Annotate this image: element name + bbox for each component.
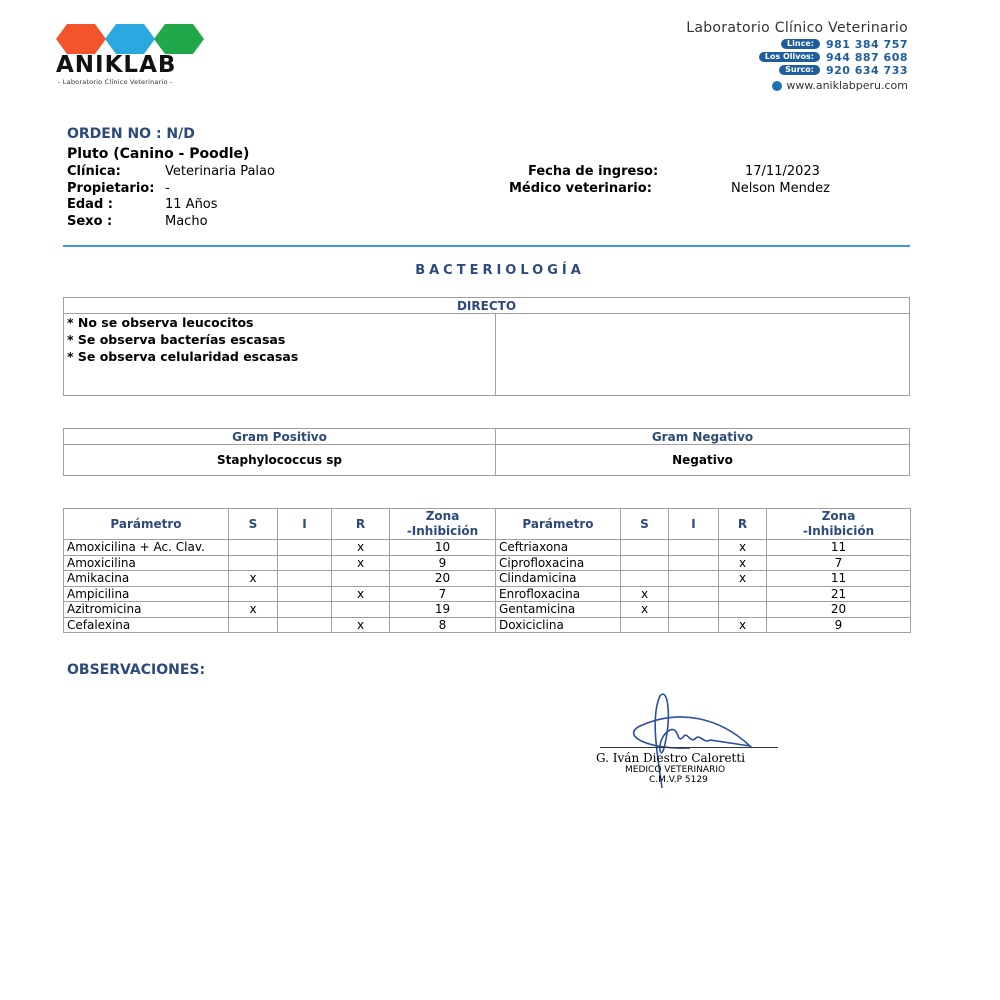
- s-mark: x: [229, 602, 278, 618]
- zona-header-line2: -Inhibición: [406, 524, 479, 538]
- sex-value: Macho: [165, 214, 208, 229]
- directo-findings: [64, 314, 496, 396]
- zona-value: 7: [767, 555, 911, 571]
- website-url: www.aniklabperu.com: [786, 79, 908, 92]
- finding: * Se observa bacterías escasas: [67, 332, 286, 347]
- i-mark: [669, 571, 719, 587]
- patient-title: Pluto (Canino - Poodle): [67, 146, 250, 162]
- s-mark: [229, 586, 278, 602]
- antibiotic-name: Amoxicilina + Ac. Clav.: [64, 540, 229, 556]
- antibiogram-table: [63, 508, 911, 633]
- param-header: Parámetro: [64, 509, 229, 540]
- admission-date-label: Fecha de ingreso:: [528, 164, 659, 179]
- lab-title: Laboratorio Clínico Veterinario: [686, 20, 908, 36]
- zona-header-line1: Zona: [821, 509, 856, 523]
- s-mark: [229, 540, 278, 556]
- signature-line: [600, 747, 778, 748]
- r-mark: x: [332, 540, 390, 556]
- r-mark: x: [719, 617, 767, 633]
- zona-header-line2: -Inhibición: [802, 524, 875, 538]
- i-mark: [669, 540, 719, 556]
- phone-number: 920 634 733: [825, 63, 908, 77]
- antibiogram-row: [64, 602, 911, 618]
- globe-icon: [772, 81, 782, 91]
- r-header: R: [332, 509, 390, 540]
- r-header: R: [719, 509, 767, 540]
- observations-label: OBSERVACIONES:: [67, 662, 206, 678]
- antibiogram-row: [64, 586, 911, 602]
- s-mark: x: [621, 586, 669, 602]
- antibiotic-name: Clindamicina: [496, 571, 621, 587]
- directo-table: [63, 297, 910, 396]
- r-mark: x: [332, 555, 390, 571]
- r-mark: [719, 586, 767, 602]
- antibiotic-name: Ciprofloxacina: [496, 555, 621, 571]
- phone-number: 944 887 608: [825, 50, 908, 64]
- s-mark: [229, 555, 278, 571]
- s-header: S: [229, 509, 278, 540]
- antibiogram-row: [64, 540, 911, 556]
- i-mark: [669, 555, 719, 571]
- antibiotic-name: Amikacina: [64, 571, 229, 587]
- signer-name: G. Iván Diestro Caloretti: [596, 751, 746, 765]
- signer-title: MEDICO VETERINARIO: [625, 765, 726, 775]
- zona-header: [390, 509, 496, 540]
- logo-hex-green-icon: [154, 24, 204, 54]
- website: [772, 79, 908, 92]
- zona-value: 7: [390, 586, 496, 602]
- antibiogram-row: [64, 555, 911, 571]
- gram-negative-value: Negativo: [496, 445, 910, 476]
- gram-table: [63, 428, 910, 476]
- section-title: BACTERIOLOGÍA: [415, 263, 585, 278]
- zona-value: 9: [767, 617, 911, 633]
- clinic-value: Veterinaria Palao: [165, 164, 275, 179]
- clinic-label: Clínica:: [67, 164, 121, 179]
- age-value: 11 Años: [165, 197, 218, 212]
- phone-row-surco: [779, 64, 908, 76]
- signer-license: C.M.V.P 5129: [649, 775, 708, 785]
- antibiotic-name: Ampicilina: [64, 586, 229, 602]
- s-mark: [229, 617, 278, 633]
- antibiotic-name: Gentamicina: [496, 602, 621, 618]
- s-header: S: [621, 509, 669, 540]
- zona-value: 20: [390, 571, 496, 587]
- zona-value: 21: [767, 586, 911, 602]
- i-mark: [278, 571, 332, 587]
- i-mark: [278, 555, 332, 571]
- directo-empty-cell: [496, 314, 910, 396]
- zona-value: 19: [390, 602, 496, 618]
- zona-value: 10: [390, 540, 496, 556]
- branch-badge: Los Olivos:: [759, 52, 820, 62]
- s-mark: [621, 540, 669, 556]
- owner-value: -: [165, 181, 170, 196]
- phone-row-los-olivos: [759, 51, 908, 63]
- r-mark: x: [719, 540, 767, 556]
- r-mark: x: [332, 586, 390, 602]
- r-mark: x: [332, 617, 390, 633]
- zona-value: 11: [767, 540, 911, 556]
- order-number: ORDEN NO : N/D: [67, 126, 195, 142]
- zona-header: [767, 509, 911, 540]
- antibiogram-row: [64, 617, 911, 633]
- gram-negative-header: Gram Negativo: [496, 429, 910, 445]
- owner-label: Propietario:: [67, 181, 155, 196]
- age-label: Edad :: [67, 197, 113, 212]
- zona-value: 8: [390, 617, 496, 633]
- phone-row-lince: [781, 38, 908, 50]
- antibiotic-name: Doxiciclina: [496, 617, 621, 633]
- admission-date-value: 17/11/2023: [745, 164, 820, 179]
- s-mark: [621, 617, 669, 633]
- vet-value: Nelson Mendez: [731, 181, 830, 196]
- zona-header-line1: Zona: [425, 509, 460, 523]
- zona-value: 20: [767, 602, 911, 618]
- param-header: Parámetro: [496, 509, 621, 540]
- i-mark: [669, 586, 719, 602]
- s-mark: [621, 555, 669, 571]
- sex-label: Sexo :: [67, 214, 113, 229]
- finding: * Se observa celularidad escasas: [67, 349, 299, 364]
- i-header: I: [669, 509, 719, 540]
- branch-badge: Surco:: [779, 65, 820, 75]
- antibiotic-name: Amoxicilina: [64, 555, 229, 571]
- logo-hex-blue-icon: [105, 24, 155, 54]
- r-mark: x: [719, 555, 767, 571]
- i-mark: [278, 540, 332, 556]
- i-mark: [278, 586, 332, 602]
- antibiotic-name: Ceftriaxona: [496, 540, 621, 556]
- antibiotic-name: Azitromicina: [64, 602, 229, 618]
- r-mark: [332, 571, 390, 587]
- gram-positive-value: Staphylococcus sp: [64, 445, 496, 476]
- antibiogram-header-row: [64, 509, 911, 540]
- i-mark: [669, 602, 719, 618]
- s-mark: x: [229, 571, 278, 587]
- finding: * No se observa leucocitos: [67, 315, 254, 330]
- r-mark: [332, 602, 390, 618]
- r-mark: x: [719, 571, 767, 587]
- vet-label: Médico veterinario:: [509, 181, 652, 196]
- divider: [63, 245, 910, 247]
- zona-value: 11: [767, 571, 911, 587]
- antibiogram-row: [64, 571, 911, 587]
- i-mark: [669, 617, 719, 633]
- r-mark: [719, 602, 767, 618]
- phone-number: 981 384 757: [825, 37, 908, 51]
- antibiotic-name: Enrofloxacina: [496, 586, 621, 602]
- logo-subtitle: - Laboratorio Clínico Veterinario -: [58, 78, 173, 86]
- i-header: I: [278, 509, 332, 540]
- s-mark: [621, 571, 669, 587]
- logo-hex-orange-icon: [56, 24, 106, 54]
- logo-text: ANIKLAB: [56, 52, 177, 78]
- i-mark: [278, 602, 332, 618]
- branch-badge: Lince:: [781, 39, 820, 49]
- zona-value: 9: [390, 555, 496, 571]
- directo-header: DIRECTO: [64, 298, 910, 314]
- s-mark: x: [621, 602, 669, 618]
- antibiotic-name: Cefalexina: [64, 617, 229, 633]
- gram-positive-header: Gram Positivo: [64, 429, 496, 445]
- i-mark: [278, 617, 332, 633]
